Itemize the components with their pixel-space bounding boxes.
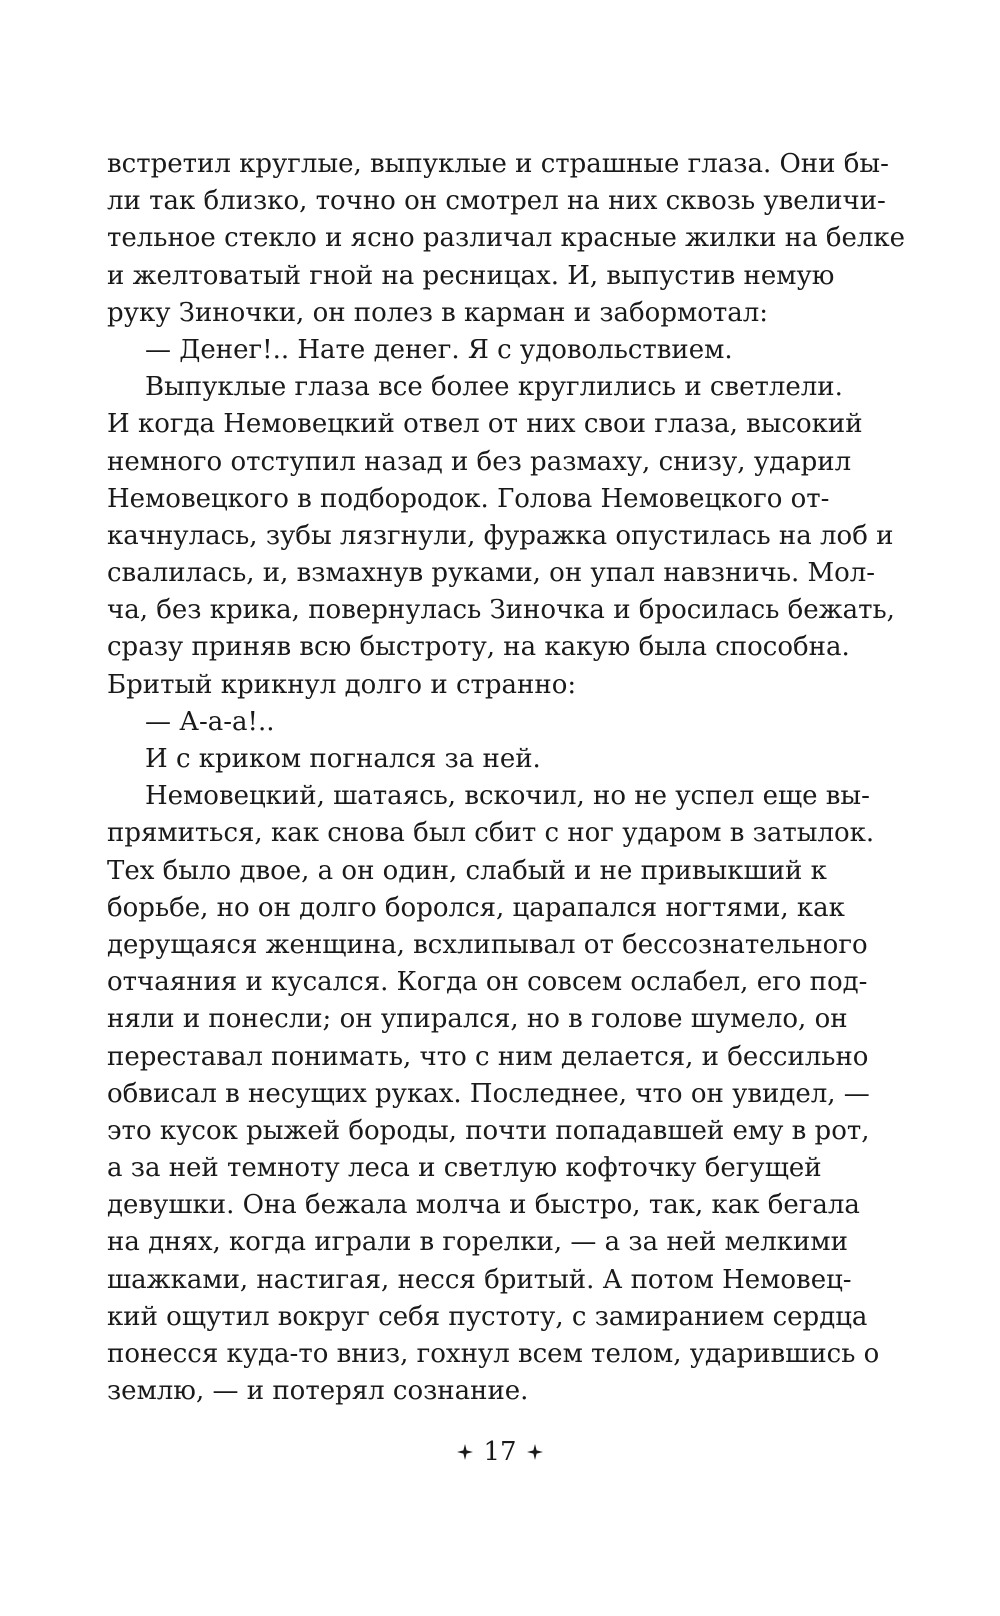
text-line: кий ощутил вокруг себя пустоту, с замиранием сердца	[107, 1301, 868, 1332]
text-line: руку Зиночки, он полез в карман и забормотал:	[107, 297, 769, 328]
text-line: шажками, настигая, несся бритый. А потом Немовец-	[107, 1264, 852, 1295]
text-line: а за ней темноту леса и светлую кофточку бегущей	[107, 1153, 822, 1184]
text-line: понесся куда-то вниз, гохнул всем телом, ударившись о	[107, 1339, 880, 1369]
text-line: обвисал в несущих руках. Последнее, что он увидел, —	[107, 1078, 870, 1109]
text-line: девушки. Она бежала молча и быстро, так, как бегала	[107, 1190, 860, 1221]
paragraph-first-line: Выпуклые глаза все более круглились и светлели.	[145, 372, 843, 403]
dialogue-line: — Денег!.. Нате денег. Я с удовольствием.	[145, 334, 733, 365]
text-line: это кусок рыжей бороды, почти попадавшей ему в рот,	[107, 1115, 870, 1146]
text-line: ча, без крика, повернулась Зиночка и бросилась бежать,	[107, 595, 895, 626]
page-number: 17	[483, 1437, 517, 1467]
four-point-star-icon	[527, 1444, 543, 1460]
four-point-star-icon	[457, 1444, 473, 1460]
text-line: отчаяния и кусался. Когда он совсем ослабел, его под-	[107, 967, 868, 998]
page-body-text	[107, 146, 906, 1410]
text-line: Бритый крикнул долго и странно:	[107, 669, 577, 700]
text-line: свалилась, и, взмахнув руками, он упал навзничь. Мол-	[107, 558, 876, 589]
text-line: немного отступил назад и без размаху, снизу, ударил	[107, 446, 852, 477]
text-line: Немовецкого в подбородок. Голова Немовецкого от-	[107, 483, 830, 514]
page-footer	[0, 1432, 1000, 1472]
text-line: тельное стекло и ясно различал красные жилки на белке	[107, 223, 906, 254]
text-line: дерущаяся женщина, всхлипывал от бессознательного	[107, 929, 868, 960]
dialogue-line: — А-а-а!..	[145, 706, 275, 737]
paragraph-first-line: И с криком погнался за ней.	[145, 744, 541, 774]
text-line: и желтоватый гной на ресницах. И, выпустив немую	[107, 260, 835, 291]
text-line: сразу приняв всю быстроту, на какую была способна.	[107, 632, 850, 663]
paragraph-first-line: Немовецкий, шатаясь, вскочил, но не успел еще вы-	[145, 781, 870, 812]
text-line: переставал понимать, что с ним делается, и бессильно	[107, 1041, 869, 1072]
text-line: встретил круглые, выпуклые и страшные глаза. Они бы-	[107, 149, 889, 179]
text-line: И когда Немовецкий отвел от них свои глаза, высокий	[107, 409, 863, 440]
text-line: Тех было двое, а он один, слабый и не привыкший к	[107, 855, 827, 886]
text-line: няли и понесли; он упирался, но в голове шумело, он	[107, 1004, 848, 1035]
text-line: борьбе, но он долго боролся, царапался ногтями, как	[107, 892, 845, 923]
text-line: на днях, когда играли в горелки, — а за ней мелкими	[107, 1227, 848, 1258]
text-line: прямиться, как снова был сбит с ног ударом в затылок.	[107, 818, 875, 849]
text-line: качнулась, зубы лязгнули, фуражка опустилась на лоб и	[107, 520, 894, 551]
text-line: землю, — и потерял сознание.	[107, 1376, 529, 1407]
text-line: ли так близко, точно он смотрел на них сквозь увеличи-	[107, 186, 886, 217]
